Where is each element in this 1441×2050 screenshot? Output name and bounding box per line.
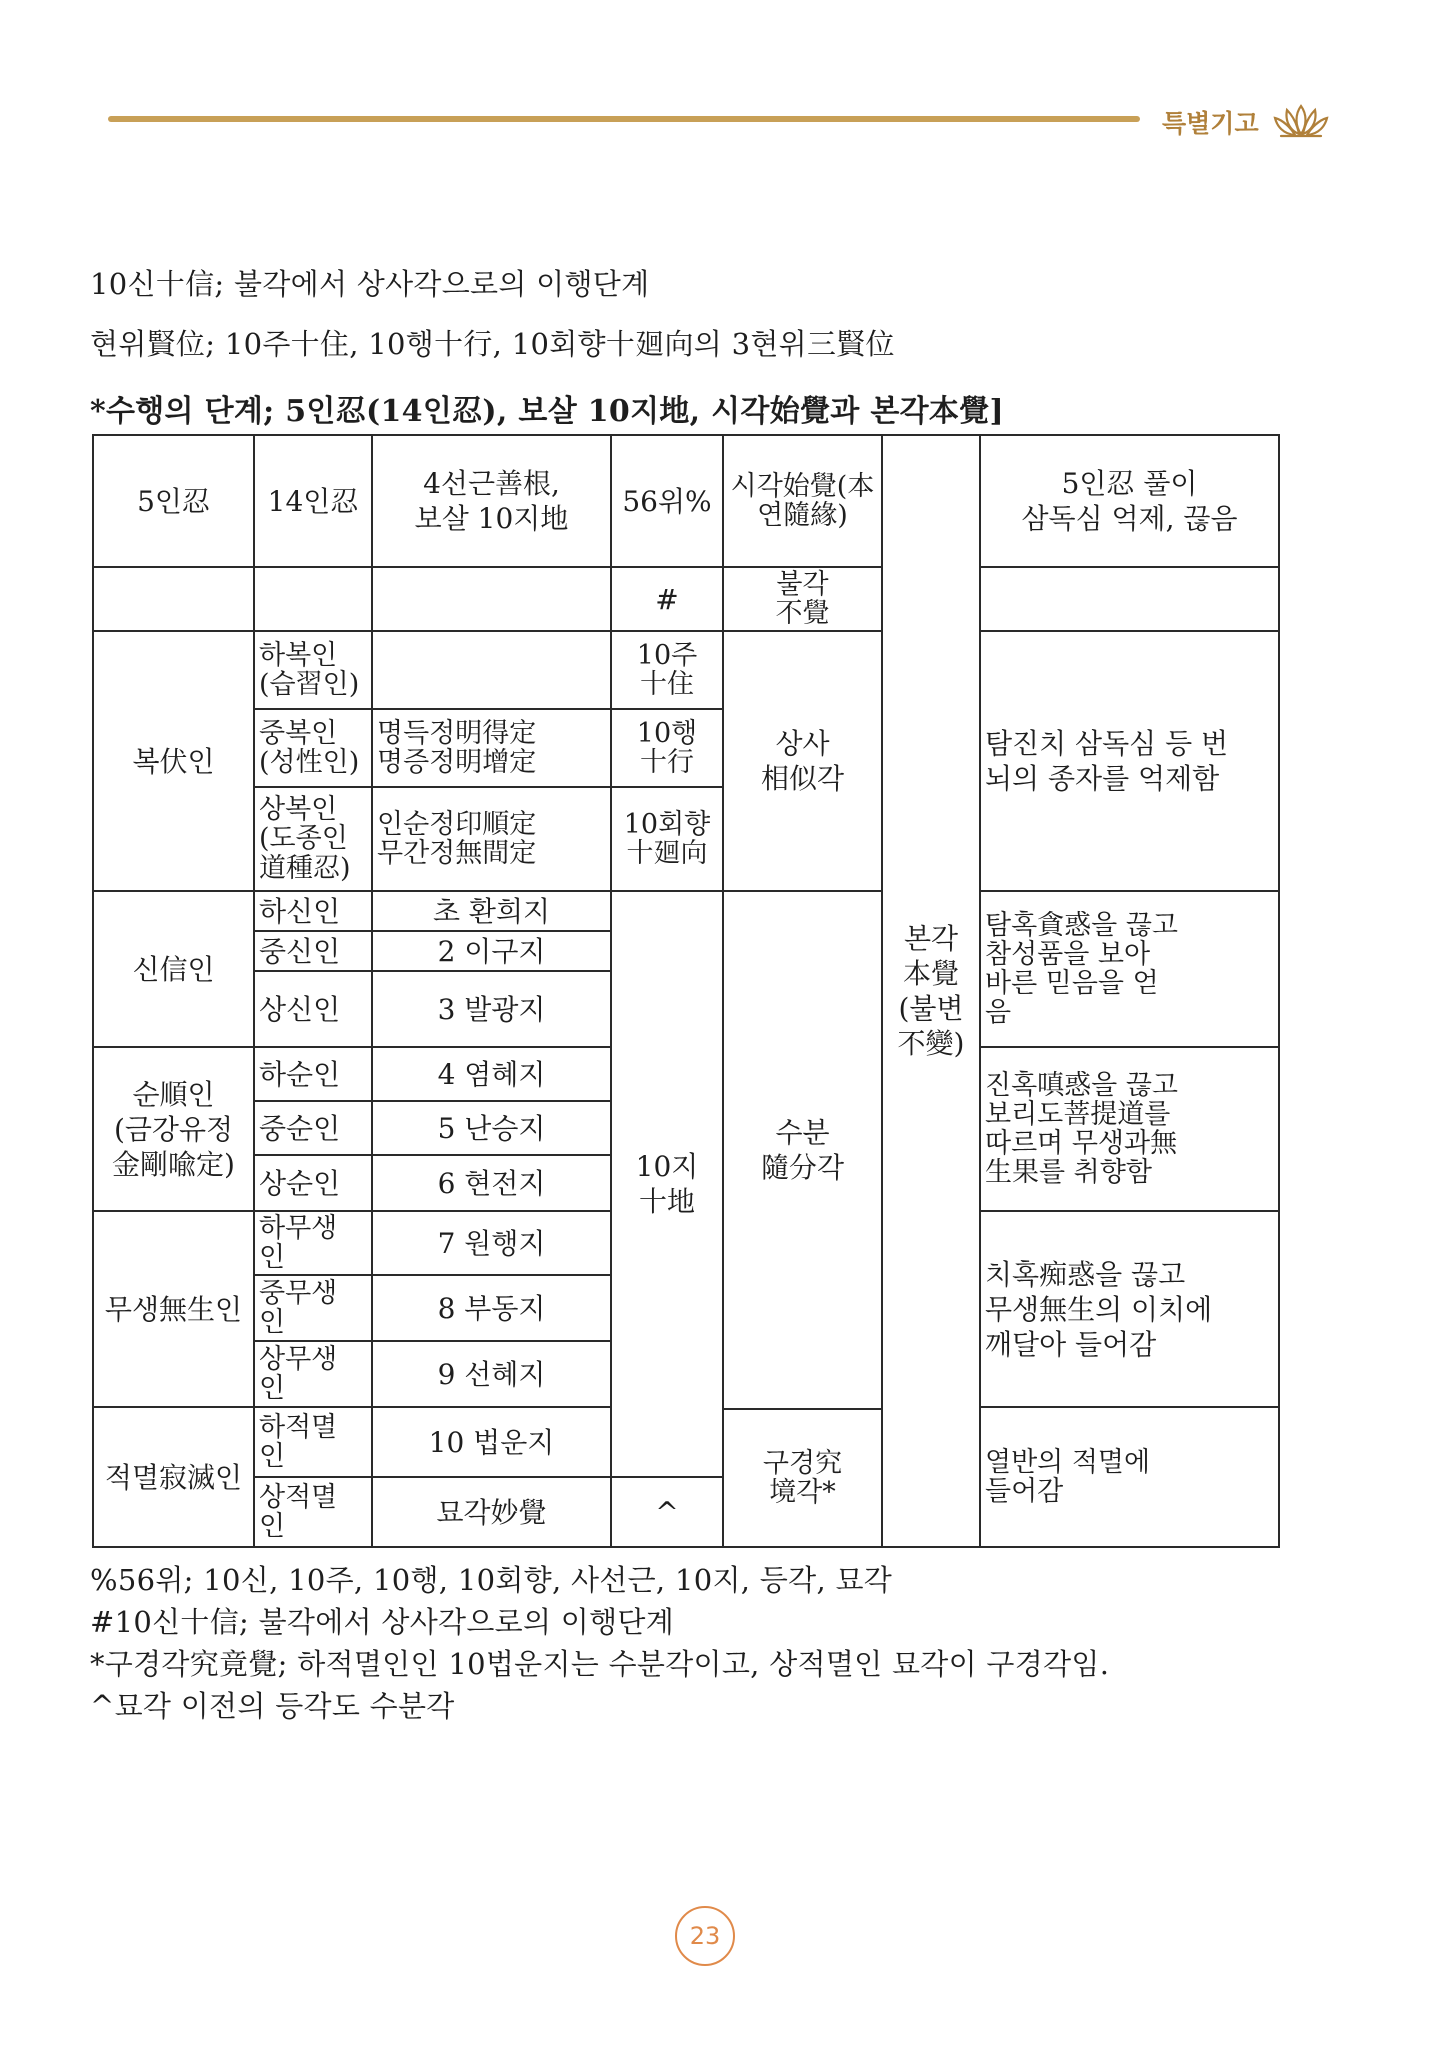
row1-col3: [371, 630, 612, 710]
header-4seongeun: [371, 434, 612, 568]
row-sangjeokmyeolin: 상적멸 인: [253, 1476, 373, 1548]
table-heading: *수행의 단계; 5인忍(14인忍), 보살 10지地, 시각始覺과 본각本覺]: [90, 394, 1004, 429]
header-56wi: 56위%: [610, 434, 724, 568]
row0-col5: 불각 不覺: [722, 566, 883, 632]
row-sangsunin: 상순인: [253, 1154, 373, 1212]
row-jungsinin: 중신인: [253, 930, 373, 972]
stage-caret: ^: [610, 1476, 724, 1548]
bongak-cell: 본각 本覺 (불변 不變): [881, 434, 981, 1548]
row0-col2: [253, 566, 373, 632]
page-number: 23: [675, 1906, 735, 1966]
explanation-jeokmyeol: 열반의 적멸에 들어감: [979, 1406, 1280, 1548]
header-rule: [108, 116, 1140, 122]
row-sangsinin: 상신인: [253, 970, 373, 1048]
row-sangbogin: 상복인 (도종인 道種忍): [253, 786, 373, 892]
group-jeokmyeol: 적멸寂滅인: [92, 1406, 255, 1548]
bhumi-1: 초 환희지: [371, 890, 612, 932]
bhumi-8: 8 부동지: [371, 1274, 612, 1342]
group-bok: 복伏인: [92, 630, 255, 892]
bhumi-10: 10 법운지: [371, 1406, 612, 1478]
group-sun: 순順인 (금강유정 金剛喩定): [92, 1046, 255, 1212]
explanation-bok: 탐진치 삼독심 등 번 뇌의 종자를 억제함: [979, 630, 1280, 892]
header-4seongeun-line2: 보살 10지地: [414, 502, 569, 535]
row-jungbogin-samadhi: 명득정明得定 명증정明增定: [371, 708, 612, 788]
group-sin: 신信인: [92, 890, 255, 1048]
intro-line-1: 10신十信; 불각에서 상사각으로의 이행단계: [90, 267, 650, 301]
explanation-sin: 탐혹貪惑을 끊고 참성품을 보아 바른 믿음을 얻 음: [979, 890, 1280, 1048]
explanation-sun: 진혹嗔惑을 끊고 보리도菩提道를 따르며 무생과無 生果를 취향함: [979, 1046, 1280, 1212]
bhumi-6: 6 현전지: [371, 1154, 612, 1212]
header-14in: 14인忍: [253, 434, 373, 568]
intro-line-2: 현위賢位; 10주十住, 10행十行, 10회향十廻向의 3현위三賢位: [90, 327, 895, 361]
explanation-musaeng: 치혹痴惑을 끊고 무생無生의 이치에 깨달아 들어감: [979, 1210, 1280, 1408]
row-hasinin: 하신인: [253, 890, 373, 932]
gugyeonggak-cell: 구경究 境각*: [722, 1408, 883, 1548]
header-sigak: 시각始覺(本 연隨緣): [722, 434, 883, 568]
group-musaeng: 무생無生인: [92, 1210, 255, 1408]
row-hajeokmyeolin: 하적멸 인: [253, 1406, 373, 1478]
stage-10ji: 10지 十地: [610, 890, 724, 1478]
stage-10hoehyang: 10회향 十廻向: [610, 786, 724, 892]
stage-table: [92, 434, 1280, 1548]
section-label: 특별기고: [1162, 109, 1259, 138]
lotus-icon: [1271, 102, 1331, 138]
footnote-56wi: %56위; 10신, 10주, 10행, 10회향, 사선근, 10지, 등각, 묘각: [90, 1563, 893, 1597]
header-4seongeun-line1: 4선근善根,: [423, 467, 560, 500]
row-hamusaengin: 하무생 인: [253, 1210, 373, 1276]
row-hasunin: 하순인: [253, 1046, 373, 1102]
stage-10ju: 10주 十住: [610, 630, 724, 710]
row0-col4: #: [610, 566, 724, 632]
footnote-myogak: ^묘각 이전의 등각도 수분각: [90, 1689, 455, 1723]
row0-col7: [979, 566, 1280, 632]
footnote-10sin: #10신十信; 불각에서 상사각으로의 이행단계: [90, 1605, 675, 1639]
row-jungsunin: 중순인: [253, 1100, 373, 1156]
bhumi-7: 7 원행지: [371, 1210, 612, 1276]
sangsagak-cell: 상사 相似각: [722, 630, 883, 892]
footnote-gugyeonggak: *구경각究竟覺; 하적멸인인 10법운지는 수분각이고, 상적멸인 묘각이 구경각임.: [90, 1647, 1110, 1681]
header-5in-explanation: [979, 434, 1280, 568]
row-habogin: 하복인 (습習인): [253, 630, 373, 710]
header-5in-explanation-line1: 5인忍 풀이: [1061, 467, 1198, 500]
bhumi-9: 9 선혜지: [371, 1340, 612, 1408]
bhumi-5: 5 난승지: [371, 1100, 612, 1156]
row0-col3: [371, 566, 612, 632]
stage-10haeng: 10행 十行: [610, 708, 724, 788]
header-5in: 5인忍: [92, 434, 255, 568]
myogak-cell: 묘각妙覺: [371, 1476, 612, 1548]
bhumi-2: 2 이구지: [371, 930, 612, 972]
header-5in-explanation-line2: 삼독심 억제, 끊음: [1021, 502, 1238, 535]
row-jungbogin: 중복인 (성性인): [253, 708, 373, 788]
row-sangmusaengin: 상무생 인: [253, 1340, 373, 1408]
bhumi-4: 4 염혜지: [371, 1046, 612, 1102]
row0-col1: [92, 566, 255, 632]
subungak-cell: 수분 隨分각: [722, 890, 883, 1410]
row-sangbogin-samadhi: 인순정印順定 무간정無間定: [371, 786, 612, 892]
bhumi-3: 3 발광지: [371, 970, 612, 1048]
row-jungmusaengin: 중무생 인: [253, 1274, 373, 1342]
